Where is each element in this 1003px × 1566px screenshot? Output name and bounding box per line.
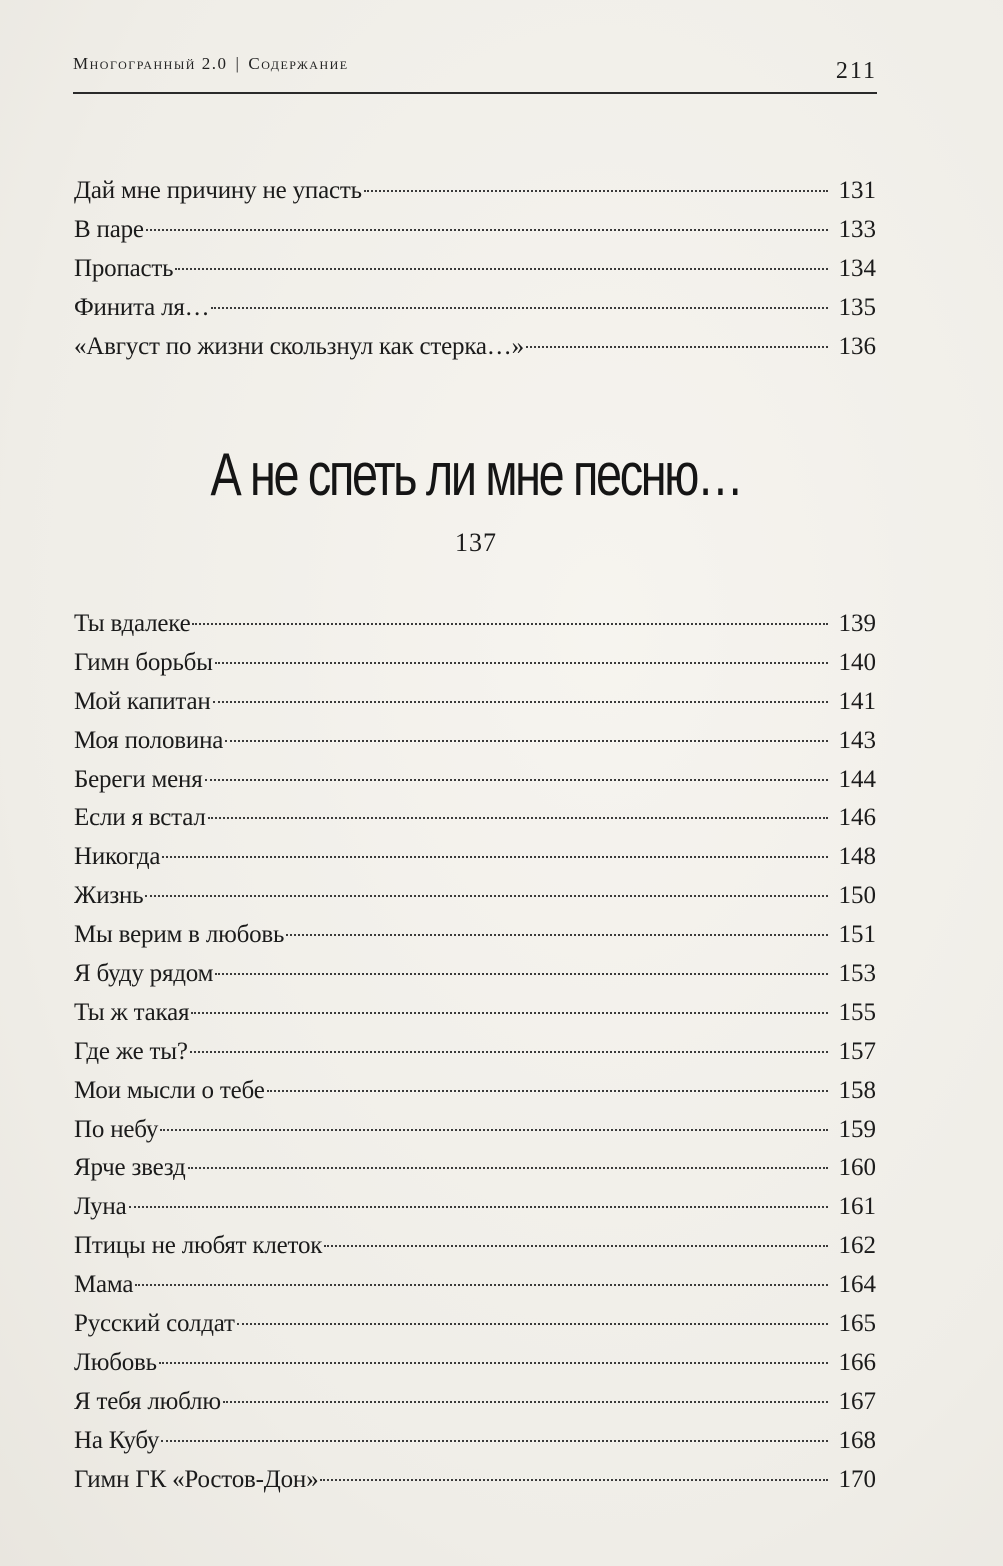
toc-entry-page: 157 <box>838 1037 876 1065</box>
toc-entry <box>74 250 876 289</box>
toc-entry <box>74 1461 876 1500</box>
toc-entry-page: 155 <box>838 998 876 1026</box>
toc-entry-title: Мы верим в любовь <box>74 921 285 949</box>
toc-entry <box>74 644 876 683</box>
page-header <box>73 48 877 94</box>
toc-entry-title: Мой капитан <box>74 687 211 715</box>
toc-list-top <box>74 172 876 366</box>
dot-leader <box>320 1479 828 1481</box>
dot-leader <box>191 1012 828 1014</box>
toc-entry-page: 151 <box>838 921 876 949</box>
dot-leader <box>135 1284 828 1286</box>
toc-entry-title: Финита ля… <box>74 293 210 321</box>
toc-entry <box>74 916 876 955</box>
toc-entry-title: По небу <box>74 1115 159 1143</box>
dot-leader <box>324 1245 828 1247</box>
toc-entry-title: Ты ж такая <box>74 998 190 1026</box>
dot-leader <box>161 1440 828 1442</box>
toc-entry <box>74 1383 876 1422</box>
toc-entry <box>74 1305 876 1344</box>
section-page-number: 137 <box>455 528 497 557</box>
toc-entry-page: 136 <box>838 332 876 360</box>
dot-leader <box>237 1323 828 1325</box>
toc-entry-page: 162 <box>838 1232 876 1260</box>
toc-entry-page: 131 <box>838 177 876 204</box>
toc-entry <box>74 955 876 994</box>
dot-leader <box>145 895 828 897</box>
dot-leader <box>225 740 828 742</box>
toc-entry-title: Ты вдалеке <box>74 610 191 637</box>
toc-entry-title: Я буду рядом <box>74 960 214 988</box>
toc-entry-page: 166 <box>838 1348 876 1376</box>
toc-entry-page: 153 <box>838 960 876 988</box>
toc-entry-page: 158 <box>838 1076 876 1104</box>
toc-entry-page: 140 <box>838 648 876 676</box>
running-title <box>73 54 349 74</box>
toc-entry-title: Ярче звезд <box>74 1154 186 1182</box>
toc-entry <box>74 838 876 877</box>
dot-leader <box>192 623 828 625</box>
toc-entry-title: Береги меня <box>74 765 203 793</box>
toc-entry <box>74 289 876 328</box>
toc-entry <box>74 605 876 644</box>
toc-entry <box>74 1344 876 1383</box>
toc-entry-title: Любовь <box>74 1348 157 1376</box>
toc-entry <box>74 1188 876 1227</box>
toc-entry <box>74 877 876 916</box>
toc-entry-title: Русский солдат <box>74 1310 235 1338</box>
toc-entry-title: Гимн ГК «Ростов-Дон» <box>74 1465 319 1493</box>
toc-entry-title: «Август по жизни скользнул как стерка…» <box>74 332 524 360</box>
page-number: 211 <box>835 58 877 84</box>
dot-leader <box>364 190 828 192</box>
toc-entry-page: 135 <box>838 293 876 321</box>
toc-entry-title: Мама <box>74 1271 134 1299</box>
toc-entry-title: Если я встал <box>74 804 206 832</box>
toc-entry <box>74 761 876 800</box>
toc-entry-title: Жизнь <box>74 882 144 910</box>
toc-entry-page: 170 <box>838 1465 876 1493</box>
dot-leader <box>146 229 828 231</box>
dot-leader <box>208 817 828 819</box>
header-separator: | <box>235 54 241 73</box>
dot-leader <box>205 779 828 781</box>
toc-entry-title: Где же ты? <box>74 1037 188 1065</box>
toc-entry <box>74 799 876 838</box>
toc-entry-title: Моя половина <box>74 726 224 754</box>
toc-entry-page: 141 <box>838 687 876 715</box>
toc-entry-title: В паре <box>74 215 144 243</box>
toc-entry <box>74 172 876 211</box>
toc-entry <box>74 683 876 722</box>
toc-entry-page: 168 <box>838 1426 876 1454</box>
toc-entry-page: 134 <box>838 254 876 282</box>
toc-entry-page: 160 <box>838 1154 876 1182</box>
toc-entry-title: Пропасть <box>74 254 174 282</box>
toc-entry-page: 167 <box>838 1387 876 1415</box>
dot-leader <box>188 1167 828 1169</box>
toc-entry-title: Никогда <box>74 843 161 871</box>
toc-entry-title: Гимн борьбы <box>74 648 213 676</box>
toc-entry-title: На Кубу <box>74 1426 160 1454</box>
toc-entry-page: 161 <box>838 1193 876 1221</box>
toc-entry-page: 143 <box>838 726 876 754</box>
toc-entry-page: 165 <box>838 1310 876 1338</box>
toc-entry-title: Луна <box>74 1193 127 1221</box>
toc-entry-page: 133 <box>838 215 876 243</box>
toc-entry-title: Мои мысли о тебе <box>74 1076 265 1104</box>
dot-leader <box>160 1129 828 1131</box>
dot-leader <box>211 307 828 309</box>
toc-entry <box>74 211 876 250</box>
toc-entry <box>74 1033 876 1072</box>
toc-list-bottom <box>74 605 876 1499</box>
toc-entry <box>74 994 876 1033</box>
dot-leader <box>223 1401 828 1403</box>
dot-leader <box>159 1362 828 1364</box>
toc-entry <box>74 1422 876 1461</box>
dot-leader <box>175 268 828 270</box>
dot-leader <box>213 701 828 703</box>
toc-entry-page: 159 <box>838 1115 876 1143</box>
book-title: Многогранный 2.0 <box>73 54 228 73</box>
toc-entry <box>74 1072 876 1111</box>
dot-leader <box>190 1051 828 1053</box>
toc-entry-page: 139 <box>838 610 876 637</box>
toc-entry <box>74 1266 876 1305</box>
dot-leader <box>162 856 828 858</box>
toc-entry-page: 164 <box>838 1271 876 1299</box>
toc-entry-page: 144 <box>838 765 876 793</box>
toc-entry <box>74 1227 876 1266</box>
section-title: Содержание <box>248 54 349 73</box>
dot-leader <box>267 1090 828 1092</box>
toc-entry-title: Дай мне причину не упасть <box>74 177 362 204</box>
dot-leader <box>215 973 828 975</box>
toc-entry-page: 146 <box>838 804 876 832</box>
dot-leader <box>526 346 828 348</box>
toc-entry-title: Птицы не любят клеток <box>74 1232 323 1260</box>
toc-entry-page: 148 <box>838 843 876 871</box>
toc-entry <box>74 1149 876 1188</box>
section-heading: А не спеть ли мне песню… <box>210 441 742 508</box>
toc-entry-title: Я тебя люблю <box>74 1387 221 1415</box>
toc-entry <box>74 722 876 761</box>
dot-leader <box>286 934 828 936</box>
dot-leader <box>215 662 828 664</box>
dot-leader <box>129 1206 828 1208</box>
toc-entry <box>74 328 876 367</box>
toc-entry-page: 150 <box>838 882 876 910</box>
toc-entry <box>74 1111 876 1150</box>
